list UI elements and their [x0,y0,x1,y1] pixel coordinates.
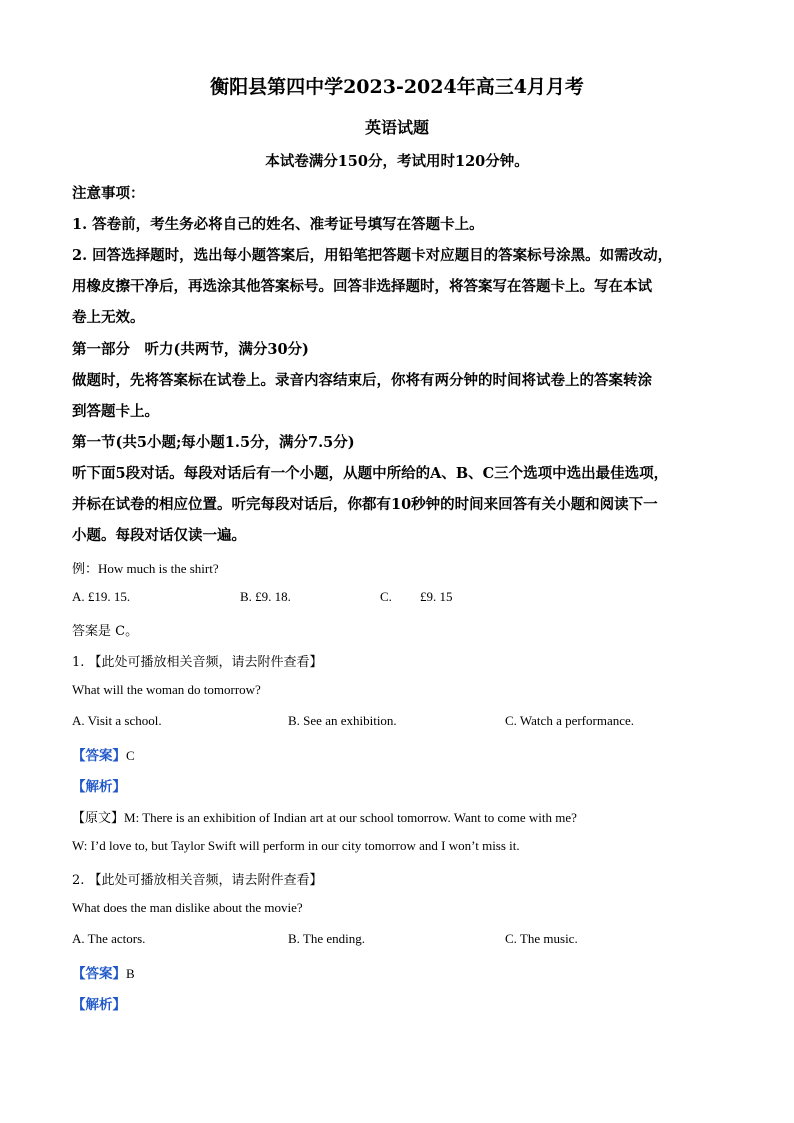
example-option-a: A. £19. 15. [72,589,131,604]
q1-question: What will the woman do tomorrow? [72,682,261,697]
example-option-c-label: C. [380,589,392,604]
q1-answer-line [72,744,135,764]
subject-title: 英语试题 [364,118,429,137]
example-option-b: B. £9. 18. [240,589,291,604]
note-1: 1. 答卷前，考生务必将自己的姓名、准考证号填写在答题卡上。 [72,216,484,233]
q2-option-a: A. The actors. [72,931,146,946]
q1-script-w: W: I’d love to, but Taylor Swift will perform in our city tomorrow and I won’t miss it. [72,838,520,853]
notes-heading: 注意事项： [72,185,145,202]
example-answer: 答案是 C。 [72,624,139,639]
q1-script-line-m [72,807,577,826]
answer-tag: 【答案】 [72,748,126,764]
example-question: 例：How much is the shirt? [72,561,219,576]
part1-intro-line-2: 到答题卡上。 [72,403,159,420]
q2-audio-note: 2. 【此处可播放相关音频，请去附件查看】 [72,873,323,888]
q1-option-b: B. See an exhibition. [288,713,397,728]
q1-answer: C [126,748,135,763]
note-2-line-2: 用橡皮擦干净后，再选涂其他答案标号。回答非选择题时，将答案写在答题卡上。写在本试 [72,278,652,295]
note-2-line-3: 卷上无效。 [72,309,145,326]
note-2-line-1: 2. 回答选择题时，选出每小题答案后，用铅笔把答题卡对应题目的答案标号涂黑。如需改动， [72,247,673,264]
analysis-tag: 【解析】 [72,997,126,1013]
exam-title: 衡阳县第四中学2023-2024年高三4月月考 [210,76,584,98]
q2-question: What does the man dislike about the movie? [72,900,303,915]
q2-option-c: C. The music. [505,931,578,946]
part1-heading: 第一部分 听力(共两节，满分30分) [72,341,309,358]
exam-info: 本试卷满分150分，考试用时120分钟。 [265,153,529,170]
section1-intro-line-2: 并标在试卷的相应位置。听完每段对话后，你都有10秒钟的时间来回答有关小题和阅读下一 [72,496,658,513]
q2-answer: B [126,966,135,981]
example-option-c-value: £9. 15 [420,589,453,604]
section1-intro-line-3: 小题。每段对话仅读一遍。 [72,527,246,544]
section1-heading: 第一节(共5小题;每小题1.5分，满分7.5分) [72,434,355,451]
part1-intro-line-1: 做题时，先将答案标在试卷上。录音内容结束后，你将有两分钟的时间将试卷上的答案转涂 [72,372,652,389]
q2-option-b: B. The ending. [288,931,366,946]
answer-tag: 【答案】 [72,966,126,982]
q1-option-c: C. Watch a performance. [505,713,635,728]
q2-answer-line [72,962,135,982]
analysis-tag: 【解析】 [72,779,126,795]
q1-option-a: A. Visit a school. [72,713,162,728]
section1-intro-line-1: 听下面5段对话。每段对话后有一个小题，从题中所给的A、B、C三个选项中选出最佳选项， [72,465,669,482]
q1-audio-note: 1. 【此处可播放相关音频，请去附件查看】 [72,655,323,670]
q1-script-m: M: There is an exhibition of Indian art at our school tomorrow. Want to come with me? [124,810,577,825]
script-tag: 【原文】 [72,811,125,826]
